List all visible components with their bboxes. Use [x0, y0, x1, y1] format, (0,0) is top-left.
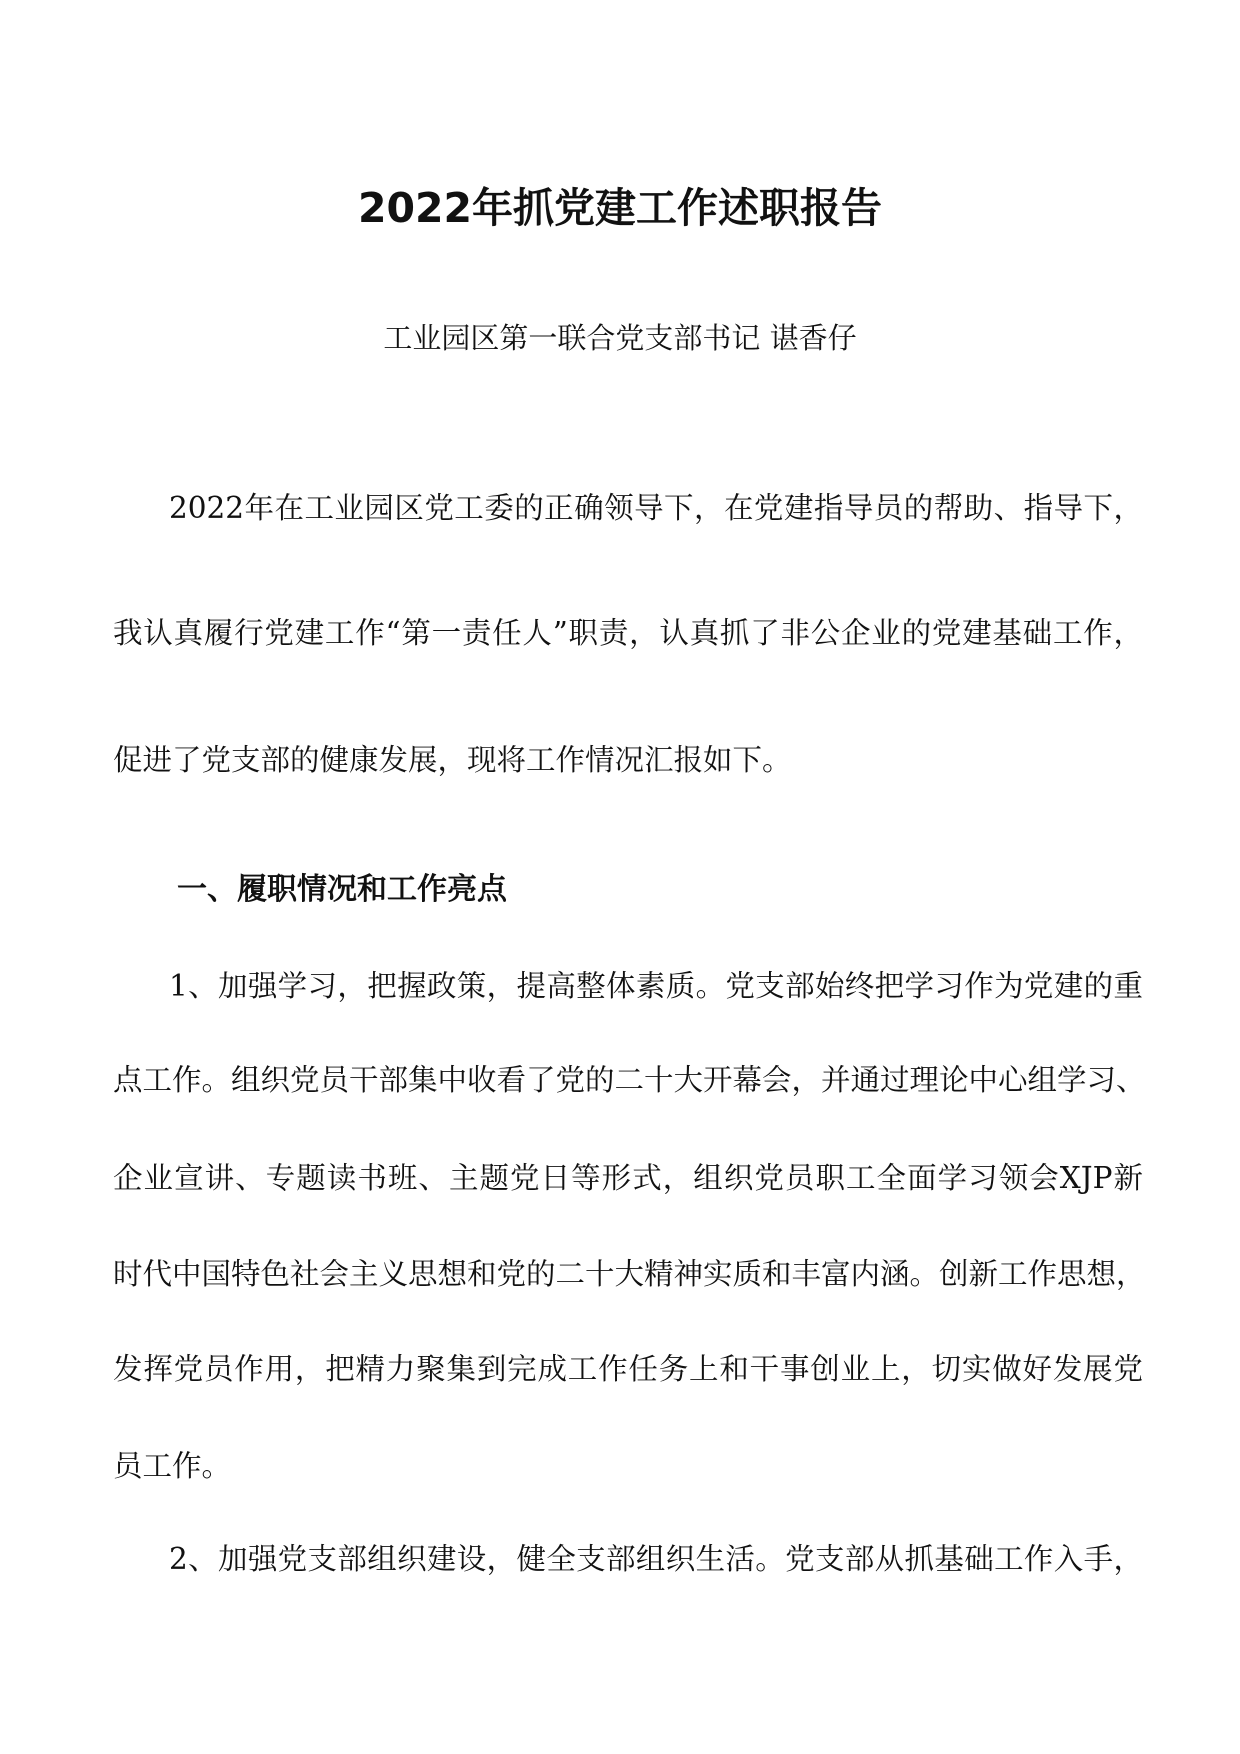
item1-line: 点工作。组织党员干部集中收看了党的二十大开幕会，并通过理论中心组学习、 — [113, 1063, 1146, 1097]
item2-line: 2、加强党支部组织建设，健全支部组织生活。党支部从抓基础工作入手， — [169, 1542, 1143, 1576]
intro-line: 我认真履行党建工作“第一责任人”职责，认真抓了非公企业的党建基础工作， — [113, 616, 1143, 650]
item1-line: 企业宣讲、专题读书班、主题党日等形式，组织党员职工全面学习领会XJP新 — [113, 1161, 1143, 1195]
intro-line: 促进了党支部的健康发展，现将工作情况汇报如下。 — [113, 743, 792, 777]
item1-line: 员工作。 — [113, 1449, 232, 1483]
document-author: 工业园区第一联合党支部书记 谌香仔 — [383, 321, 857, 355]
item1-line: 发挥党员作用，把精力聚集到完成工作任务上和干事创业上，切实做好发展党 — [113, 1352, 1143, 1386]
intro-line: 2022年在工业园区党工委的正确领导下，在党建指导员的帮助、指导下， — [169, 491, 1143, 525]
item1-line: 时代中国特色社会主义思想和党的二十大精神实质和丰富内涵。创新工作思想， — [113, 1257, 1146, 1291]
section-heading: 一、履职情况和工作亮点 — [177, 872, 507, 907]
document-title: 2022年抓党建工作述职报告 — [357, 184, 883, 232]
item1-line: 1、加强学习，把握政策，提高整体素质。党支部始终把学习作为党建的重 — [169, 969, 1143, 1003]
